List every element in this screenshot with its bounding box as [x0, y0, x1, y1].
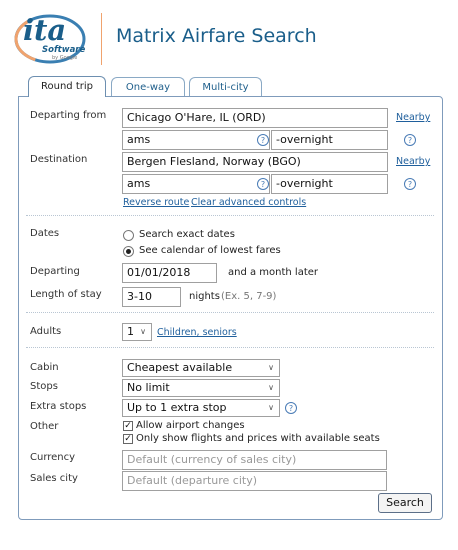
destination-label: Destination — [30, 154, 88, 165]
section-divider — [26, 312, 434, 313]
available-seats-checkbox[interactable]: ✓ — [124, 434, 132, 444]
allow-airport-changes-checkbox[interactable]: ✓ — [124, 421, 132, 431]
extra-stops-select-value: Up to 1 extra stop — [127, 401, 227, 414]
tab-one-way[interactable]: One-way — [111, 77, 185, 96]
tab-round-trip[interactable]: Round trip — [28, 76, 106, 97]
destination-nearby-link[interactable]: Nearby — [396, 156, 431, 167]
chevron-down-icon: ∨ — [268, 403, 274, 412]
cabin-select[interactable] — [122, 359, 280, 377]
adults-label: Adults — [30, 326, 62, 337]
other-label: Other — [30, 421, 59, 432]
header-divider — [101, 13, 102, 65]
sales-city-label: Sales city — [30, 473, 78, 484]
page-title: Matrix Airfare Search — [116, 25, 317, 47]
destination-advanced-input[interactable]: ams — [122, 174, 270, 194]
extra-stops-label: Extra stops — [30, 401, 87, 412]
calendar-lowest-fares-label: See calendar of lowest fares — [139, 245, 281, 256]
departing-extra-input[interactable]: -overnight — [271, 130, 388, 150]
destination-extra-input[interactable]: -overnight — [271, 174, 388, 194]
stay-example-hint: (Ex. 5, 7-9) — [221, 291, 277, 302]
children-seniors-link[interactable]: Children, seniors — [157, 327, 237, 338]
departing-label: Departing — [30, 266, 80, 277]
sales-city-input[interactable]: Default (departure city) — [122, 471, 387, 491]
logo-ita-text: ita — [23, 13, 67, 47]
departing-advanced-input[interactable]: ams — [122, 130, 270, 150]
destination-extra-help-icon[interactable]: ? — [404, 178, 416, 190]
exact-dates-label: Search exact dates — [139, 229, 235, 240]
departing-nearby-link[interactable]: Nearby — [396, 112, 431, 123]
nights-label: nights — [189, 291, 220, 302]
stops-select-value: No limit — [127, 381, 170, 394]
adults-select[interactable] — [122, 323, 152, 341]
search-button[interactable]: Search — [378, 493, 432, 513]
logo-google-text: by Google — [52, 55, 78, 61]
cabin-label: Cabin — [30, 362, 59, 373]
clear-advanced-controls-link[interactable]: Clear advanced controls — [191, 197, 307, 208]
currency-label: Currency — [30, 452, 76, 463]
currency-input[interactable]: Default (currency of sales city) — [122, 450, 387, 470]
destination-advanced-help-icon[interactable]: ? — [257, 178, 269, 190]
extra-stops-help-icon[interactable]: ? — [285, 402, 297, 414]
departing-advanced-help-icon[interactable]: ? — [257, 134, 269, 146]
ita-software-logo[interactable] — [14, 12, 88, 64]
departing-date-input[interactable]: 01/01/2018 — [122, 263, 217, 283]
chevron-down-icon: ∨ — [140, 327, 146, 336]
chevron-down-icon: ∨ — [268, 383, 274, 392]
length-of-stay-input[interactable]: 3-10 — [122, 287, 181, 307]
allow-airport-changes-label: Allow airport changes — [136, 420, 245, 431]
reverse-route-link[interactable]: Reverse route — [123, 197, 190, 208]
calendar-lowest-fares-radio[interactable] — [123, 246, 134, 257]
exact-dates-radio[interactable] — [123, 230, 134, 241]
dates-label: Dates — [30, 228, 60, 239]
departing-from-input[interactable]: Chicago O'Hare, IL (ORD) — [122, 108, 388, 128]
cabin-select-value: Cheapest available — [127, 361, 233, 374]
departing-from-label: Departing from — [30, 110, 107, 121]
stops-label: Stops — [30, 381, 58, 392]
length-of-stay-label: Length of stay — [30, 289, 102, 300]
departing-date-suffix: and a month later — [228, 267, 319, 278]
available-seats-label: Only show flights and prices with available seats — [136, 433, 380, 444]
tab-multi-city[interactable]: Multi-city — [189, 77, 262, 96]
logo-software-text: Software — [42, 45, 86, 55]
destination-input[interactable]: Bergen Flesland, Norway (BGO) — [122, 152, 388, 172]
stops-select[interactable] — [122, 379, 280, 397]
section-divider — [26, 347, 434, 348]
departing-extra-help-icon[interactable]: ? — [404, 134, 416, 146]
adults-select-value: 1 — [127, 325, 134, 338]
chevron-down-icon: ∨ — [268, 363, 274, 372]
extra-stops-select[interactable] — [122, 399, 280, 417]
section-divider — [26, 215, 434, 216]
